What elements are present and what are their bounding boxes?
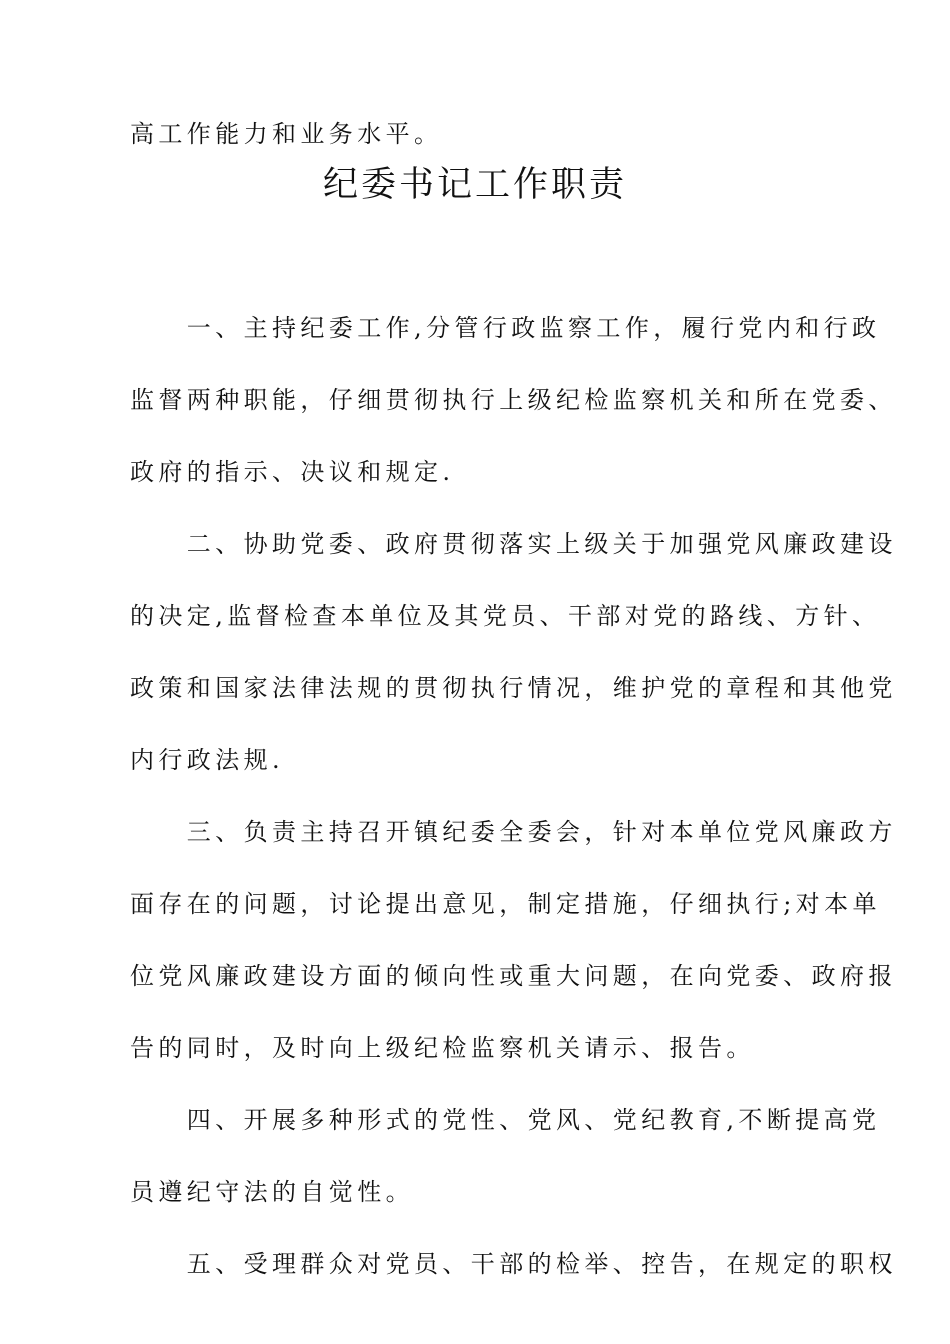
- paragraph-4: [130, 1084, 881, 1228]
- paragraph-line: 二、协助党委、政府贯彻落实上级关于加强党风廉政建设: [130, 530, 897, 558]
- paragraph-5: [130, 1228, 897, 1300]
- paragraph-3: [130, 796, 897, 1084]
- paragraph-1: [130, 292, 897, 508]
- paragraph-line: 一、主持纪委工作,分管行政监察工作，履行党内和行政: [130, 314, 881, 342]
- document-title: 纪委书记工作职责: [322, 165, 627, 205]
- paragraph-line: 监督两种职能，仔细贯彻执行上级纪检监察机关和所在党委、: [130, 386, 897, 414]
- paragraph-line: 五、受理群众对党员、干部的检举、控告，在规定的职权: [130, 1250, 897, 1278]
- paragraph-line: 员遵纪守法的自觉性。: [130, 1178, 414, 1206]
- paragraph-line: 政策和国家法律法规的贯彻执行情况，维护党的章程和其他党: [130, 674, 897, 702]
- paragraph-line: 四、开展多种形式的党性、党风、党纪教育,不断提高党: [130, 1106, 881, 1134]
- paragraph-line: 政府的指示、决议和规定.: [130, 458, 455, 486]
- document-body: [130, 292, 897, 1300]
- paragraph-line: 内行政法规.: [130, 746, 285, 774]
- paragraph-2: [130, 508, 897, 796]
- paragraph-line: 告的同时，及时向上级纪检监察机关请示、报告。: [130, 1034, 755, 1062]
- paragraph-line: 三、负责主持召开镇纪委全委会，针对本单位党风廉政方: [130, 818, 897, 846]
- paragraph-line: 位党风廉政建设方面的倾向性或重大问题，在向党委、政府报: [130, 962, 897, 990]
- paragraph-line: 面存在的问题，讨论提出意见，制定措施，仔细执行;对本单: [130, 890, 881, 918]
- continuation-line: 高工作能力和业务水平。: [130, 120, 443, 148]
- paragraph-line: 的决定,监督检查本单位及其党员、干部对党的路线、方针、: [130, 602, 881, 630]
